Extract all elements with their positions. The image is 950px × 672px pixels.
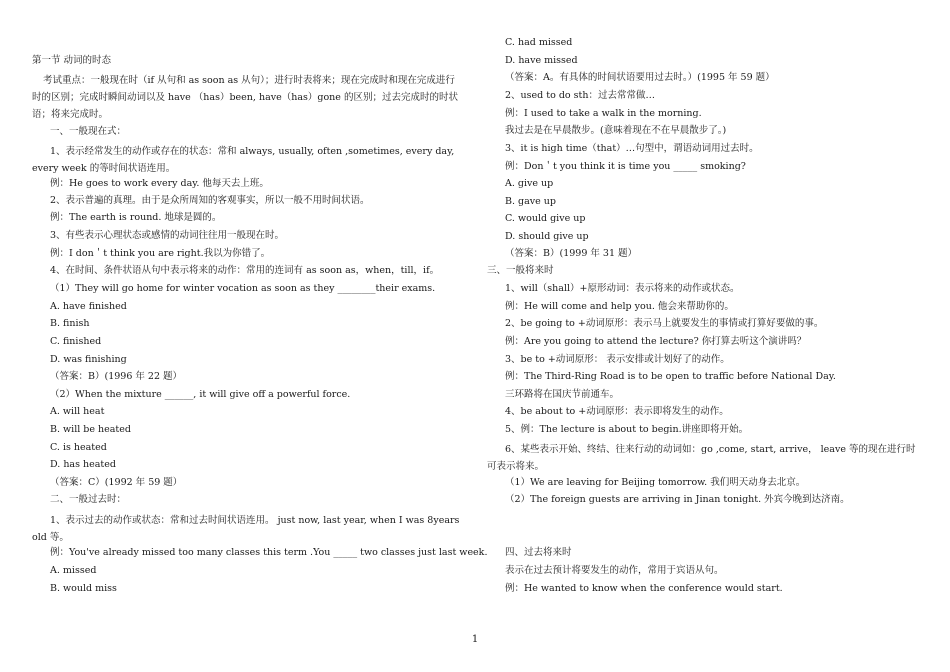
option-line: A. missed: [50, 565, 97, 576]
example-line: 例：The earth is round. 地球是圆的。: [50, 212, 222, 223]
question-line: 例：Don＇t you think it is time you _____ smoking?: [505, 161, 746, 172]
rule-line: 2、be going to +动词原形：表示马上就要发生的事情或打算好要做的事。: [505, 318, 824, 329]
option-line: A. have finished: [50, 301, 127, 312]
question-line: （1）They will go home for winter vocation as soon as they ________their exams.: [50, 283, 436, 294]
option-line: A. give up: [505, 178, 554, 189]
rule-line: 2、表示普遍的真理。由于是众所周知的客观事实，所以一般不用时间状语。: [50, 195, 370, 206]
option-line: D. have missed: [505, 55, 578, 66]
rule-line: 3、it is high time（that）…句型中，谓语动词用过去时。: [505, 143, 759, 154]
example-line: 例：He goes to work every day. 他每天去上班。: [50, 178, 269, 189]
rule-line: 4、在时间、条件状语从句中表示将来的动作：常用的连词有 as soon as，when，till，if。: [50, 265, 440, 276]
section-title: 第一节 动词的时态: [32, 55, 112, 66]
rule-1-paragraph: 1、表示经常发生的动作或存在的状态：常和 always, usually, often ,sometimes, every day, every week 的等时间状语连用。: [32, 146, 455, 174]
option-line: C. finished: [50, 336, 102, 347]
translation-line: 我过去是在早晨散步。(意味着现在不在早晨散步了。): [505, 125, 727, 136]
answer-line: （答案：C）(1992 年 59 题）: [50, 477, 183, 488]
option-line: D. has heated: [50, 459, 116, 470]
heading-past-simple: 二、一般过去时：: [50, 494, 127, 505]
question-line: （2）When the mixture ______, it will give off a powerful force.: [50, 389, 351, 400]
answer-line: （答案：A。有具体的时间状语要用过去时。）(1995 年 59 题）: [505, 72, 775, 83]
example-line: 例：He will come and help you. 他会来帮助你的。: [505, 301, 734, 312]
option-line: C. had missed: [505, 37, 573, 48]
page-number: 1: [471, 634, 479, 645]
option-line: D. should give up: [505, 231, 589, 242]
example-line: 5、例：The lecture is about to begin.讲座即将开始。: [505, 424, 749, 435]
option-line: D. was finishing: [50, 354, 127, 365]
example-line: 例：You've already missed too many classes this term .You _____ two classes just last week.: [50, 547, 488, 558]
option-line: B. gave up: [505, 196, 556, 207]
option-line: A. will heat: [50, 406, 105, 417]
option-line: B. finish: [50, 318, 90, 329]
example-line: 例：I used to take a walk in the morning.: [505, 108, 702, 119]
rule-6-paragraph: 6、某些表示开始、终结、往来行动的动词如：go ,come, start, arrive， leave 等的现在进行时可表示将来。: [487, 444, 916, 472]
rule-1-paragraph: 1、表示过去的动作或状态：常和过去时间状语连用。 just now, last year, when I was 8years old 等。: [32, 515, 460, 543]
option-line: C. would give up: [505, 213, 586, 224]
example-line: 例：He wanted to know when the conference would start.: [505, 583, 783, 594]
example-line: 例：The Third-Ring Road is to be open to traffic before National Day.: [505, 371, 836, 382]
rule-line: 3、有些表示心理状态或感情的动词往往用一般现在时。: [50, 230, 285, 241]
translation-line: 三环路将在国庆节前通车。: [505, 389, 620, 400]
option-line: B. would miss: [50, 583, 117, 594]
heading-future-simple: 三、一般将来时: [487, 265, 554, 276]
exam-focus-paragraph: 考试重点：一般现在时（if 从句和 as soon as 从句）；进行时表将来；现在完成时和现在完成进行时的区别；完成时瞬间动词以及 have （has）been, have（has）gone 的区别；过去完成时的时状语；将来完成时。: [32, 75, 458, 120]
option-line: C. is heated: [50, 442, 107, 453]
rule-line: 4、be about to +动词原形：表示即将发生的动作。: [505, 406, 729, 417]
answer-line: （答案：B）(1999 年 31 题）: [505, 248, 638, 259]
rule-line: 1、will（shall）+原形动词：表示将来的动作或状态。: [505, 283, 740, 294]
heading-past-future: 四、过去将来时: [505, 547, 572, 558]
example-line: 例：Are you going to attend the lecture? 你打算去听这个演讲吗？: [505, 336, 807, 347]
rule-line: 3、be to +动词原形： 表示安排或计划好了的动作。: [505, 354, 730, 365]
heading-present-simple: 一、一般现在式：: [50, 126, 127, 137]
example-line: （1）We are leaving for Beijing tomorrow. 我们明天动身去北京。: [505, 477, 806, 488]
answer-line: （答案：B）(1996 年 22 题）: [50, 371, 183, 382]
rule-line: 2、used to do sth：过去常常做…: [505, 90, 655, 101]
example-line: 例：I don＇t think you are right.我以为你错了。: [50, 248, 271, 259]
example-line: （2）The foreign guests are arriving in Jinan tonight. 外宾今晚到达济南。: [505, 494, 850, 505]
option-line: B. will be heated: [50, 424, 131, 435]
rule-line: 表示在过去预计将要发生的动作，常用于宾语从句。: [505, 565, 724, 576]
